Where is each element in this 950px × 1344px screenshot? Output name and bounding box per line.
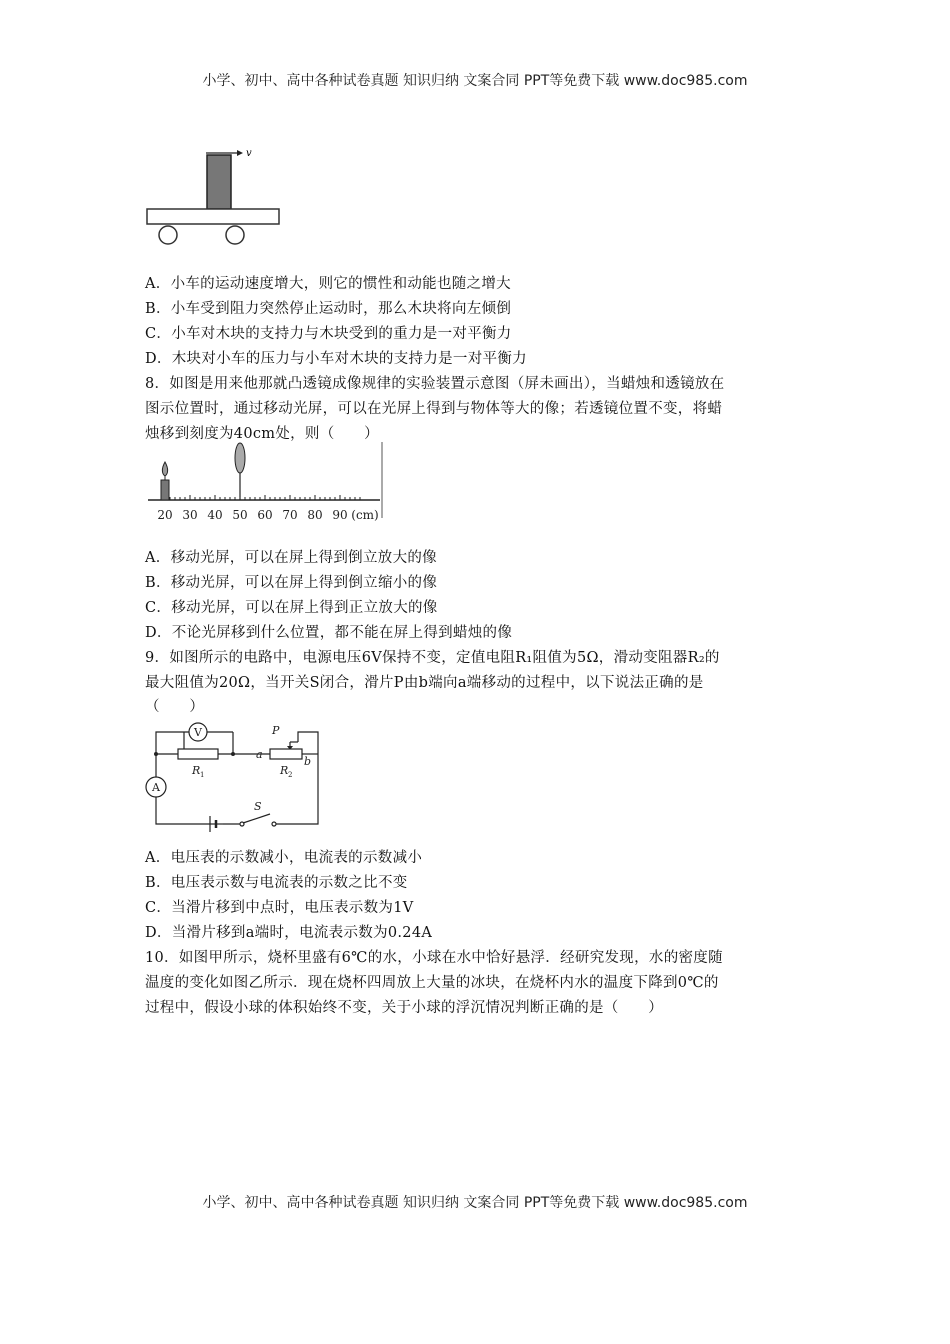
tick-label-30: 30: [182, 508, 198, 522]
q9-stem-line3: （ ）: [145, 699, 205, 715]
switch-icon: [240, 814, 276, 826]
q9-option-c: C．当滑片移到中点时，电压表示数为1V: [145, 900, 414, 916]
q8-option-a: A．移动光屏，可以在屏上得到倒立放大的像: [145, 550, 437, 566]
tick-label-50: 50: [232, 508, 248, 522]
circuit-figure: [140, 712, 330, 832]
page-header: 小学、初中、高中各种试卷真题 知识归纳 文案合同 PPT等免费下载 www.doc985.com: [202, 73, 748, 89]
q7-option-b: B．小车受到阻力突然停止运动时，那么木块将向左倾倒: [145, 301, 512, 317]
tick-label-40: 40: [207, 508, 223, 522]
r2-label: R: [280, 764, 289, 777]
q7-option-d: D．木块对小车的压力与小车对木块的支持力是一对平衡力: [145, 351, 527, 367]
wooden-block: [207, 155, 231, 209]
q8-option-d: D．不论光屏移到什么位置，都不能在屏上得到蜡烛的像: [145, 625, 513, 641]
q9-option-b: B．电压表示数与电流表的示数之比不变: [145, 875, 408, 891]
q9-option-d: D．当滑片移到a端时，电流表示数为0.24A: [145, 925, 433, 941]
voltmeter-label: V: [194, 726, 202, 739]
q8-stem-line2: 图示位置时，通过移动光屏，可以在光屏上得到与物体等大的像；若透镜位置不变，将蜡: [145, 401, 723, 417]
q8-stem-line3: 烛移到刻度为40cm处，则（ ）: [145, 426, 379, 442]
tick-label-70: 70: [282, 508, 298, 522]
cart-body: [147, 209, 279, 224]
convex-lens: [235, 443, 245, 500]
terminal-a-label: a: [256, 748, 263, 761]
q10-stem-line2: 温度的变化如图乙所示．现在烧杯四周放上大量的冰块，在烧杯内水的温度下降到0℃的: [145, 975, 719, 991]
r2-subscript: 2: [288, 771, 293, 779]
slider-p-label: P: [272, 724, 280, 737]
r1-label: R: [192, 764, 201, 777]
cart-figure: [140, 140, 290, 250]
page-footer: 小学、初中、高中各种试卷真题 知识归纳 文案合同 PPT等免费下载 www.doc985.com: [202, 1195, 748, 1211]
tick-label-90: 90: [332, 508, 348, 522]
ruler-unit: (cm): [351, 508, 379, 522]
r1-subscript: 1: [200, 771, 205, 779]
tick-label-80: 80: [307, 508, 323, 522]
q8-option-c: C．移动光屏，可以在屏上得到正立放大的像: [145, 600, 438, 616]
q7-option-c: C．小车对木块的支持力与木块受到的重力是一对平衡力: [145, 326, 512, 342]
optical-bench-figure: [140, 440, 390, 530]
ammeter-label: A: [152, 781, 160, 794]
q9-stem-line1: 9．如图所示的电路中，电源电压6V保持不变，定值电阻R₁阻值为5Ω，滑动变阻器R₂的: [145, 650, 720, 666]
rheostat-r2: [270, 749, 302, 759]
q8-stem-line1: 8．如图是用来他那就凸透镜成像规律的实验装置示意图（屏未画出），当蜡烛和透镜放在: [145, 376, 725, 392]
resistor-r1: [178, 749, 218, 759]
q7-option-a: A．小车的运动速度增大，则它的惯性和动能也随之增大: [145, 276, 511, 292]
q9-stem-line2: 最大阻值为20Ω，当开关S闭合，滑片P由b端向a端移动的过程中，以下说法正确的是: [145, 675, 704, 691]
q8-option-b: B．移动光屏，可以在屏上得到倒立缩小的像: [145, 575, 438, 591]
velocity-label: v: [246, 148, 252, 159]
tick-label-20: 20: [157, 508, 173, 522]
q10-stem-line3: 过程中，假设小球的体积始终不变，关于小球的浮沉情况判断正确的是（ ）: [145, 1000, 663, 1016]
tick-label-60: 60: [257, 508, 273, 522]
q10-stem-line1: 10．如图甲所示，烧杯里盛有6℃的水，小球在水中恰好悬浮．经研究发现，水的密度随: [145, 950, 723, 966]
q9-option-a: A．电压表的示数减小，电流表的示数减小: [145, 850, 423, 866]
cart-wheel-right: [226, 226, 244, 244]
candle: [161, 462, 169, 500]
cart-wheel-left: [159, 226, 177, 244]
terminal-b-label: b: [304, 755, 312, 768]
switch-s-label: S: [254, 800, 262, 813]
